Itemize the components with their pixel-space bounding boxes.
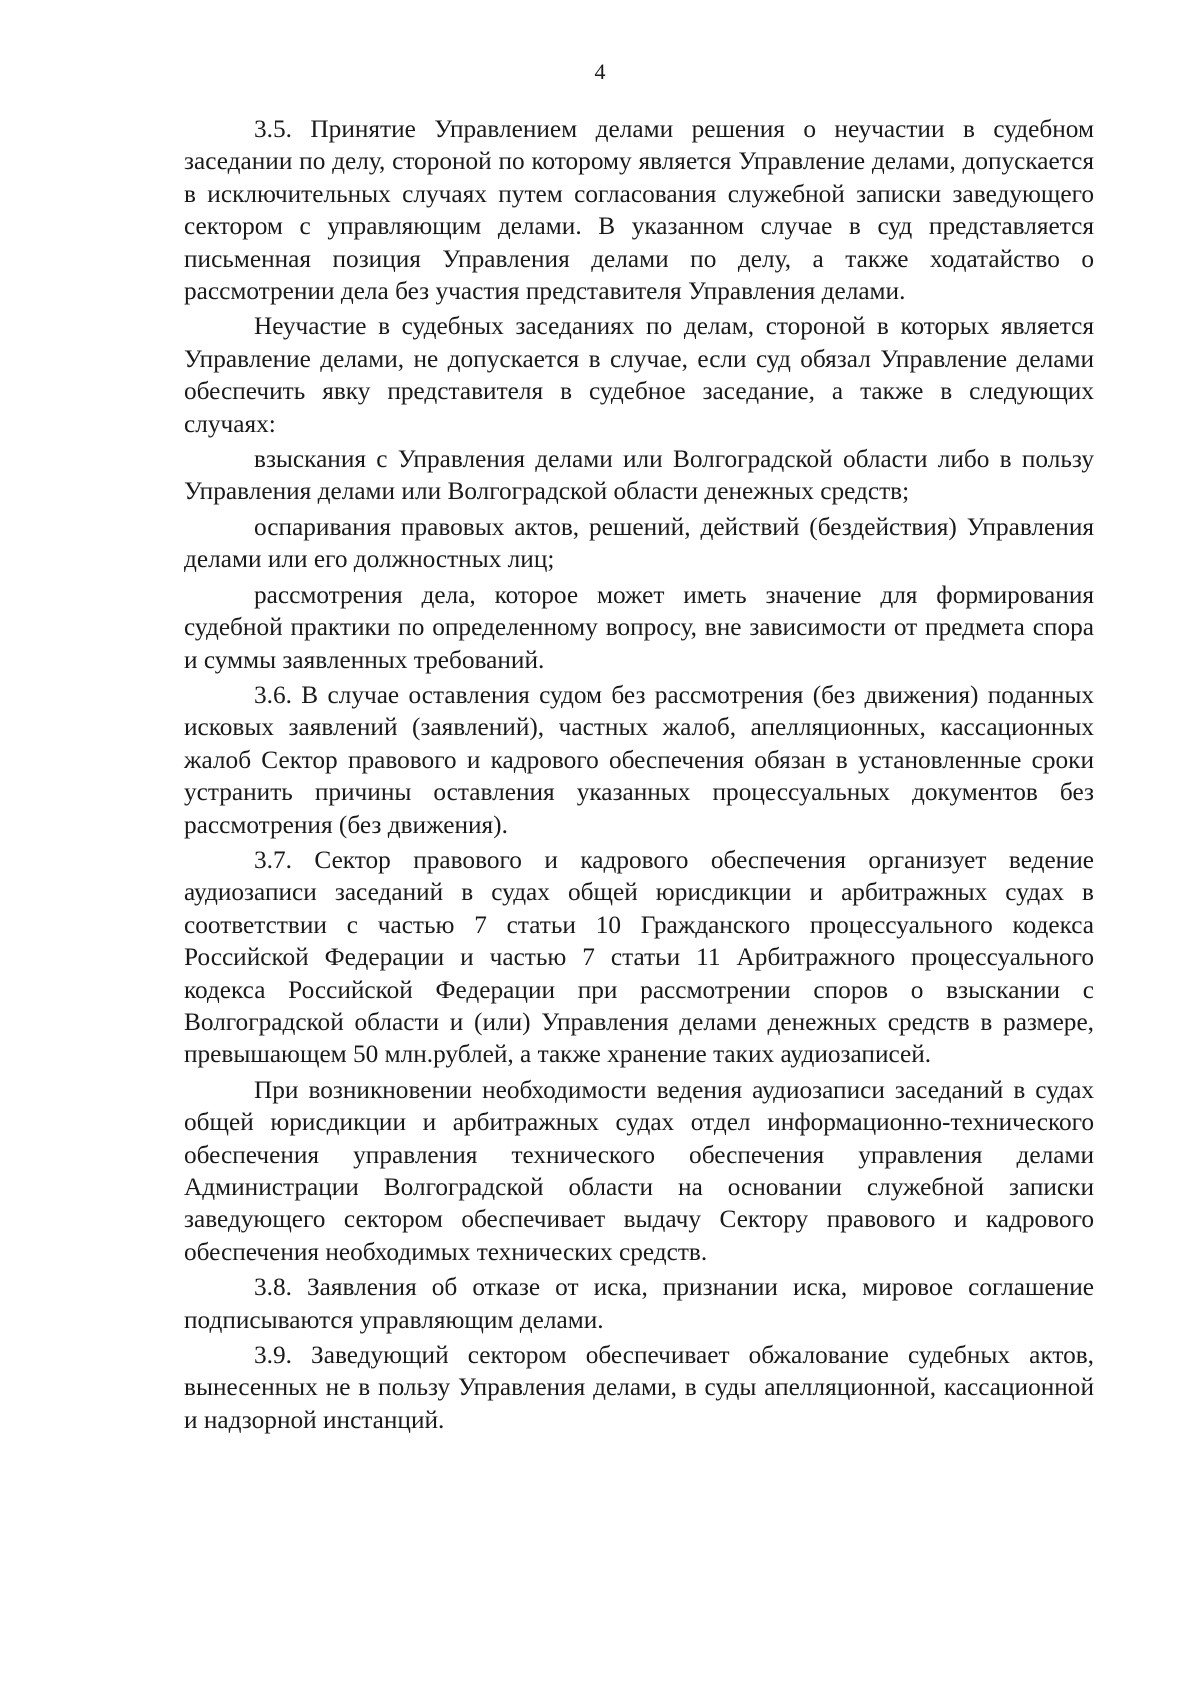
list-item-recovery: взыскания с Управления делами или Волгоградской области либо в пользу Управления делами или Волгоградской области денежных средств; xyxy=(184,445,1094,506)
list-item-contesting: оспаривания правовых актов, решений, действий (бездействия) Управления делами или его должностных лиц; xyxy=(184,512,1094,574)
paragraph-3-7: 3.7. Сектор правового и кадрового обеспечения организует ведение аудиозаписи заседаний в судах общей юрисдикции и арбитражных судах в соответствии с частью 7 статьи 10 Гражданского процессуального кодекса Российской Федерации и частью 7 статьи 11 Арбитражного процессуального кодекса Российской Федерации при рассмотрении споров о взыскании с Волгоградской области и (или) Управления делами денежных средств в размере, превышающем 50 млн.рублей, а также хранение таких аудиозаписей. xyxy=(184,845,1094,1069)
page-number: 4 xyxy=(594,59,606,84)
paragraph-3-9: 3.9. Заведующий сектором обеспечивает обжалование судебных актов, вынесенных не в пользу Управления делами, в суды апелляционной, кассационной и надзорной инстанций. xyxy=(184,1341,1094,1434)
list-item-judicial-practice: рассмотрения дела, которое может иметь значение для формирования судебной практики по определенному вопросу, вне зависимости от предмета спора и суммы заявленных требований. xyxy=(184,580,1094,674)
paragraph-audio-recording: При возникновении необходимости ведения аудиозаписи заседаний в судах общей юрисдикции и арбитражных судах отдел информационно-технического обеспечения управления технического обеспечения управления делами Администрации Волгоградской области на основании служебной записки заведующего сектором обеспечивает выдачу Сектору правового и кадрового обеспечения необходимых технических средств. xyxy=(184,1075,1094,1266)
paragraph-3-5: 3.5. Принятие Управлением делами решения о неучастии в судебном заседании по делу, стороной по которому является Управление делами, допускается в исключительных случаях путем согласования служебной записки заведующего сектором с управляющим делами. В указанном случае в суд представляется письменная позиция Управления делами по делу, а также ходатайство о рассмотрении дела без участия представителя Управления делами. xyxy=(184,115,1094,306)
document-body xyxy=(184,113,1094,1439)
paragraph-3-6: 3.6. В случае оставления судом без рассмотрения (без движения) поданных исковых заявлений (заявлений), частных жалоб, апелляционных, кассационных жалоб Сектор правового и кадрового обеспечения обязан в установленные сроки устранить причины оставления указанных процессуальных документов без рассмотрения (без движения). xyxy=(184,680,1094,839)
paragraph-3-8: 3.8. Заявления об отказе от иска, признании иска, мировое соглашение подписываются управляющим делами. xyxy=(184,1273,1094,1334)
paragraph-non-participation: Неучастие в судебных заседаниях по делам, стороной в которых является Управление делами, не допускается в случае, если суд обязал Управление делами обеспечить явку представителя в судебное заседание, а также в следующих случаях: xyxy=(184,312,1094,438)
